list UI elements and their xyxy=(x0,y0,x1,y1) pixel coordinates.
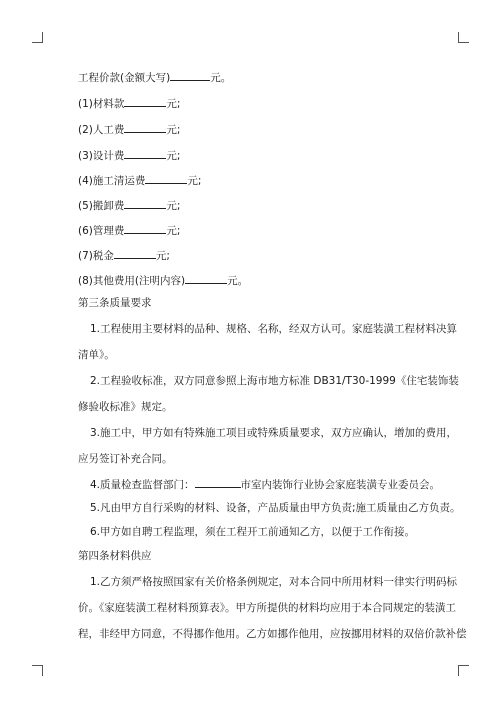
section3-p1-line1: 1.工程使用主要材料的品种、规格、名称，经双方认可。家庭装潢工程材料决算 xyxy=(90,323,458,335)
fee-item-blank xyxy=(124,122,166,133)
fee-item-label: (5)搬卸费 xyxy=(78,200,125,212)
section3-p1-line2: 清单》。 xyxy=(78,349,115,361)
fee-item-label: (6)管理费 xyxy=(78,225,125,237)
fee-item-label: (4)施工清运费 xyxy=(78,175,146,187)
fee-item xyxy=(78,198,180,213)
fee-item xyxy=(78,248,170,263)
fee-item-unit: 元; xyxy=(187,175,202,187)
fee-item-blank xyxy=(145,173,187,184)
fee-item-blank xyxy=(114,248,156,259)
fee-item xyxy=(78,148,180,163)
fee-item-label: (2)人工费 xyxy=(78,124,125,136)
section3-p6: 6.甲方如自聘工程监理，须在工程开工前通知乙方，以便于工作衔接。 xyxy=(90,526,416,538)
section3-p3-line1: 3.施工中，甲方如有特殊施工项目或特殊质量要求，双方应确认，增加的费用， xyxy=(90,427,458,439)
fee-item-label: (3)设计费 xyxy=(78,150,125,162)
section3-p2-line2: 修验收标准》规定。 xyxy=(78,401,173,413)
section3-p2-line1: 2.工程验收标准，双方同意参照上海市地方标准 DB31/T30-1999《住宅装饰装 xyxy=(90,375,459,387)
fee-item-blank xyxy=(124,198,166,209)
fee-item-blank xyxy=(124,223,166,234)
fee-item-label: (1)材料款 xyxy=(78,98,125,110)
price-label: 工程价款(金额大写) xyxy=(78,72,171,84)
crop-mark-bottom-left xyxy=(32,665,43,676)
fee-item xyxy=(78,173,201,188)
crop-mark-top-right xyxy=(458,32,469,43)
section3-p5: 5.凡由甲方自行采购的材料、设备，产品质量由甲方负责;施工质量由乙方负责。 xyxy=(90,502,461,514)
section3-p4-prefix: 4.质量检查监督部门： xyxy=(90,479,195,491)
section4-heading: 第四条材料供应 xyxy=(78,550,152,562)
fee-item xyxy=(78,96,180,111)
section3-p4 xyxy=(90,477,440,492)
crop-mark-top-left xyxy=(32,32,43,43)
section4-p1-line1: 1.乙方须严格按照国家有关价格条例规定，对本合同中所用材料一律实行明码标 xyxy=(90,576,458,588)
crop-mark-bottom-right xyxy=(458,665,469,676)
price-unit: 元。 xyxy=(210,72,232,84)
fee-item-blank xyxy=(124,148,166,159)
section3-p4-suffix: 市室内装饰行业协会家庭装潢专业委员会。 xyxy=(240,479,441,491)
fee-item-unit: 元; xyxy=(166,124,181,136)
fee-item-unit: 元; xyxy=(155,250,170,262)
fee-item xyxy=(78,273,248,288)
section4-p1-line3: 程，非经甲方同意，不得挪作他用。乙方如挪作他用，应按挪用材料的双倍价款补偿 xyxy=(78,628,467,640)
supervision-blank xyxy=(195,477,241,488)
section4-p1-line2: 价。《家庭装潢工程材料预算表》。甲方所提供的材料均应用于本合同规定的装潢工 xyxy=(78,602,456,614)
section3-p3-line2: 应另签订补充合同。 xyxy=(78,453,173,465)
fee-item-unit: 元; xyxy=(166,150,181,162)
fee-item-label: (8)其他费用(注明内容) xyxy=(78,275,186,287)
price-blank xyxy=(170,70,210,81)
fee-item-unit: 元; xyxy=(166,200,181,212)
fee-item-blank xyxy=(124,96,166,107)
fee-item xyxy=(78,223,180,238)
fee-item-unit: 元; xyxy=(166,98,181,110)
price-line xyxy=(78,70,231,85)
fee-item-blank xyxy=(185,273,227,284)
fee-item-label: (7)税金 xyxy=(78,250,114,262)
fee-item xyxy=(78,122,180,137)
section3-heading: 第三条质量要求 xyxy=(78,297,152,309)
fee-item-unit: 元; xyxy=(166,225,181,237)
fee-item-unit: 元。 xyxy=(227,275,249,287)
